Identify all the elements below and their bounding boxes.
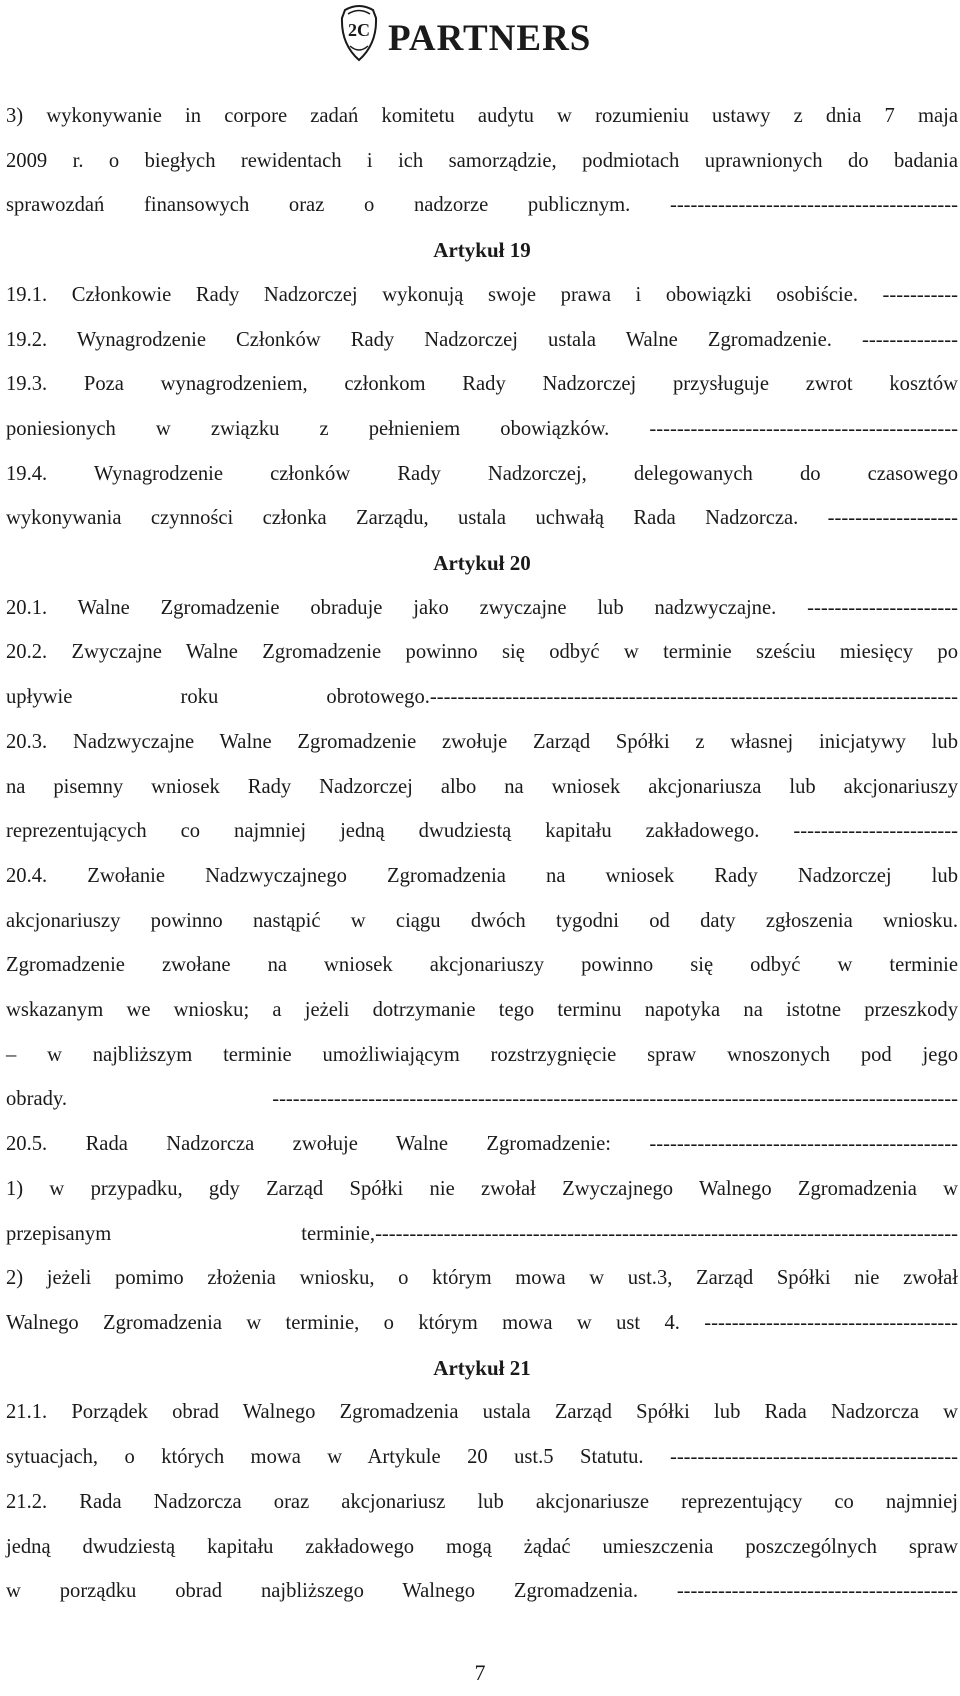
paragraph-line: 19.3. Poza wynagrodzeniem, członkom Rady Nadzorczej przysługuje zwrot kosztów (6, 373, 958, 396)
page-number: 7 (474, 1660, 486, 1685)
paragraph-line: przepisanym terminie,------------------------------------------------------------------------------------- (6, 1222, 958, 1245)
paragraph-line: 19.2. Wynagrodzenie Członków Rady Nadzorczej ustala Walne Zgromadzenie. -------------- (6, 328, 958, 351)
emblem-letters: 2C (348, 20, 370, 40)
document-body (6, 94, 958, 1614)
paragraph-line: upływie roku obrotowego.----------------------------------------------------------------------------- (6, 686, 958, 709)
paragraph-line: 20.5. Rada Nadzorcza zwołuje Walne Zgromadzenie: --------------------------------------------- (6, 1133, 958, 1156)
paragraph-line: 19.4. Wynagrodzenie członków Rady Nadzorczej, delegowanych do czasowego (6, 462, 958, 485)
article-heading: Artykuł 19 (433, 238, 531, 263)
paragraph-line: wykonywania czynności członka Zarządu, ustala uchwałą Rada Nadzorcza. ------------------- (6, 507, 958, 530)
paragraph-line: wskazanym we wniosku; a jeżeli dotrzymanie tego terminu napotyka na istotne przeszkody (6, 999, 958, 1022)
article-heading: Artykuł 20 (433, 551, 531, 576)
paragraph-line: Walnego Zgromadzenia w terminie, o którym mowa w ust 4. ------------------------------------- (6, 1311, 958, 1334)
paragraph-line: 20.1. Walne Zgromadzenie obraduje jako zwyczajne lub nadzwyczajne. ---------------------- (6, 596, 958, 619)
paragraph-line: na pisemny wniosek Rady Nadzorczej albo na wniosek akcjonariusza lub akcjonariuszy (6, 775, 958, 798)
paragraph-line: w porządku obrad najbliższego Walnego Zgromadzenia. ----------------------------------------- (6, 1580, 958, 1603)
paragraph-line: poniesionych w związku z pełnieniem obowiązków. --------------------------------------------- (6, 417, 958, 440)
paragraph-line: 1) w przypadku, gdy Zarząd Spółki nie zwołał Zwyczajnego Walnego Zgromadzenia w (6, 1177, 958, 1200)
paragraph-line: jedną dwudziestą kapitału zakładowego mogą żądać umieszczenia poszczególnych spraw (6, 1535, 958, 1558)
paragraph-line: 21.1. Porządek obrad Walnego Zgromadzenia ustala Zarząd Spółki lub Rada Nadzorcza w (6, 1401, 958, 1424)
paragraph-line: 20.2. Zwyczajne Walne Zgromadzenie powinno się odbyć w terminie sześciu miesięcy po (6, 641, 958, 664)
partners-logo (336, 4, 636, 64)
logo-wordmark: PARTNERS (388, 18, 592, 59)
article-heading: Artykuł 21 (433, 1355, 531, 1380)
paragraph-line: – w najbliższym terminie umożliwiającym rozstrzygnięcie spraw wnoszonych pod jego (6, 1043, 958, 1066)
paragraph-line: akcjonariuszy powinno nastąpić w ciągu dwóch tygodni od daty zgłoszenia wniosku. (6, 909, 958, 932)
paragraph-line: 3) wykonywanie in corpore zadań komitetu audytu w rozumieniu ustawy z dnia 7 maja (6, 105, 958, 127)
paragraph-line: 19.1. Członkowie Rady Nadzorczej wykonują swoje prawa i obowiązki osobiście. ----------- (6, 283, 958, 306)
paragraph-line: 20.4. Zwołanie Nadzwyczajnego Zgromadzenia na wniosek Rady Nadzorczej lub (6, 864, 958, 887)
paragraph-line: Zgromadzenie zwołane na wniosek akcjonariuszy powinno się odbyć w terminie (6, 954, 958, 977)
crest-emblem-icon (336, 4, 382, 64)
paragraph-line: 2) jeżeli pomimo złożenia wniosku, o którym mowa w ust.3, Zarząd Spółki nie zwołał (6, 1267, 958, 1290)
paragraph-line: 20.3. Nadzwyczajne Walne Zgromadzenie zwołuje Zarząd Spółki z własnej inicjatywy lub (6, 730, 958, 753)
paragraph-line: 21.2. Rada Nadzorcza oraz akcjonariusz lub akcjonariusze reprezentujący co najmniej (6, 1490, 958, 1513)
paragraph-line: reprezentujących co najmniej jedną dwudziestą kapitału zakładowego. ------------------------ (6, 820, 958, 843)
paragraph-line: sprawozdań finansowych oraz o nadzorze publicznym. ------------------------------------------ (6, 194, 958, 217)
paragraph-line: 2009 r. o biegłych rewidentach i ich samorządzie, podmiotach uprawnionych do badania (6, 149, 958, 172)
paragraph-line: sytuacjach, o których mowa w Artykule 20 ust.5 Statutu. ------------------------------------------ (6, 1446, 958, 1469)
paragraph-line: obrady. ---------------------------------------------------------------------------------------------------- (6, 1088, 958, 1111)
